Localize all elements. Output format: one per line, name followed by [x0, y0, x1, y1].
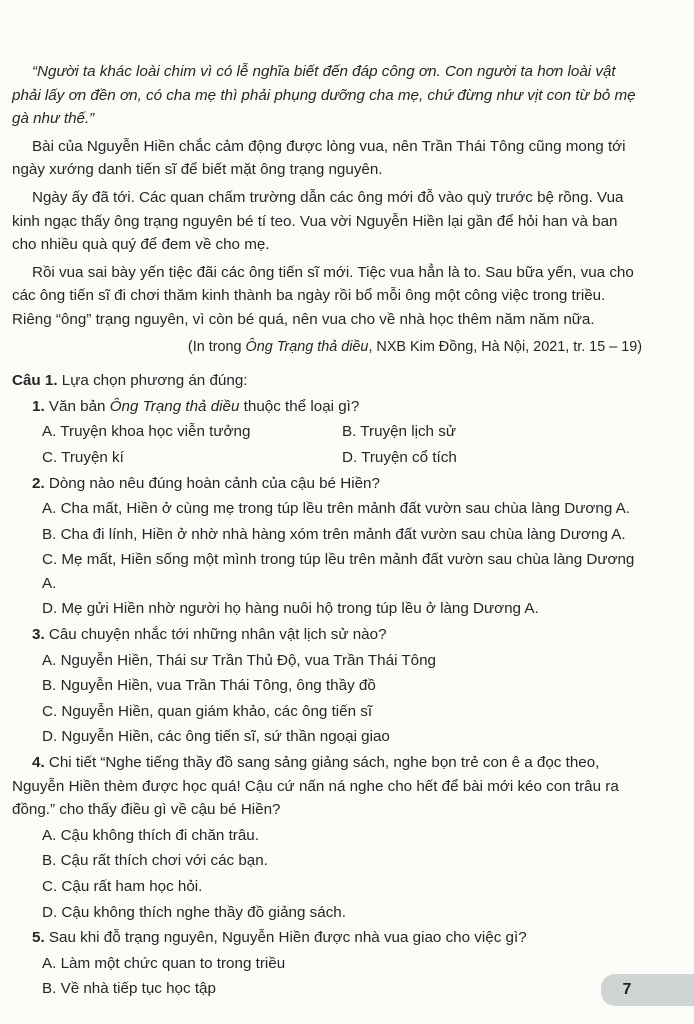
question-text: Câu chuyện nhắc tới những nhân vật lịch sử nào?: [44, 626, 387, 644]
question-number: 1.: [32, 397, 45, 415]
option-d[interactable]: D. Mẹ gửi Hiền nhờ người họ hàng nuôi hộ trong túp lều ở làng Dương A.: [42, 600, 539, 618]
options-row: [12, 446, 642, 470]
question-2: [12, 472, 642, 496]
page-content: [12, 60, 642, 1003]
option-d[interactable]: D. Cậu không thích nghe thầy đồ giảng sách.: [42, 903, 346, 921]
option-b[interactable]: B. Cha đi lính, Hiền ở nhờ nhà hàng xóm trên mảnh đất vườn sau chùa làng Dương A.: [42, 525, 626, 543]
section-heading: [12, 369, 642, 393]
option-c[interactable]: C. Truyện kí: [42, 448, 124, 466]
question-4: [12, 751, 642, 822]
source-prefix: (In trong: [187, 338, 246, 355]
option-c[interactable]: C. Cậu rất ham học hỏi.: [42, 878, 203, 895]
option-a[interactable]: A. Nguyễn Hiền, Thái sư Trần Thủ Độ, vua Trần Thái Tông: [42, 651, 437, 669]
option-a[interactable]: A. Làm một chức quan to trong triều: [42, 954, 286, 972]
passage-paragraph-3: Rồi vua sai bày yến tiệc đãi các ông tiến sĩ mới. Tiệc vua hẳn là to. Sau bữa yến, vua cho các ông tiến sĩ đi chơi thăm kinh thành ba ngày rồi bổ mỗi ông một công việc trong triều. Riêng “ông” trạng nguyên, vì còn bé quá, nên vua cho về nhà học thêm năm năm nữa.: [12, 263, 634, 328]
question-1: [12, 395, 642, 419]
passage-paragraph-2: Ngày ấy đã tới. Các quan chấm trường dẫn các ông mới đỗ vào quỳ trước bệ rồng. Vua kinh ngạc thấy ông trạng nguyên bé tí teo. Vua vời Nguyễn Hiền lại gần để hỏi han và ban cho nhiều quà quý để đem về cho mẹ.: [12, 188, 624, 254]
question-number: 2.: [32, 474, 45, 492]
question-number: 3.: [32, 626, 45, 644]
passage-quote: “Người ta khác loài chim vì có lễ nghĩa biết đến đáp công ơn. Con người ta hơn loài vật phải lấy ơn đền ơn, có cha mẹ thì phải phụng dưỡng cha mẹ, chứ đừng như vịt con từ bỏ mẹ gà như thế.”: [12, 63, 636, 128]
option-b[interactable]: B. Truyện lịch sử: [342, 423, 456, 441]
passage-source: [12, 336, 642, 360]
question-text: Sau khi đỗ trạng nguyên, Nguyễn Hiền được nhà vua giao cho việc gì?: [44, 929, 527, 947]
source-suffix: , NXB Kim Đồng, Hà Nội, 2021, tr. 15 – 19): [368, 338, 642, 355]
question-text: Văn bản: [44, 397, 110, 415]
section-label: Câu 1.: [12, 372, 58, 390]
option-a[interactable]: A. Truyện khoa học viễn tưởng: [42, 423, 251, 441]
question-text: thuộc thể loại gì?: [239, 397, 360, 415]
page-number-tab: [601, 974, 694, 1006]
source-title: Ông Trạng thả diều: [245, 338, 369, 355]
option-a[interactable]: A. Cậu không thích đi chăn trâu.: [42, 826, 259, 844]
option-d[interactable]: D. Nguyễn Hiền, các ông tiến sĩ, sứ thần ngoại giao: [42, 728, 390, 746]
option-b[interactable]: B. Nguyễn Hiền, vua Trần Thái Tông, ông thầy đồ: [42, 677, 376, 695]
question-5: [12, 926, 642, 950]
question-number: 4.: [32, 754, 45, 772]
passage-paragraph-1: Bài của Nguyễn Hiền chắc cảm động được lòng vua, nên Trần Thái Tông cũng mong tới ngày xướng danh tiến sĩ để biết mặt ông trạng nguyên.: [12, 137, 626, 179]
question-text: Dòng nào nêu đúng hoàn cảnh của cậu bé Hiền?: [44, 474, 380, 492]
option-d[interactable]: D. Truyện cổ tích: [342, 448, 457, 466]
section-text: Lựa chọn phương án đúng:: [57, 372, 248, 390]
question-3: [12, 623, 642, 647]
option-a[interactable]: A. Cha mất, Hiền ở cùng mẹ trong túp lều trên mảnh đất vườn sau chùa làng Dương A.: [42, 500, 630, 518]
option-b[interactable]: B. Cậu rất thích chơi với các bạn.: [42, 852, 268, 870]
page-number: 7: [622, 981, 632, 998]
question-number: 5.: [32, 929, 45, 947]
option-c[interactable]: C. Nguyễn Hiền, quan giám khảo, các ông tiến sĩ: [42, 702, 373, 720]
option-c[interactable]: C. Mẹ mất, Hiền sống một mình trong túp lều trên mảnh đất vườn sau chùa làng Dương A.: [42, 551, 635, 592]
option-b[interactable]: B. Về nhà tiếp tục học tập: [42, 980, 216, 998]
question-text: Chi tiết “Nghe tiếng thầy đồ sang sảng giảng sách, nghe bọn trẻ con ê a đọc theo, Nguyễn Hiền thèm được học quá! Cậu cứ nấn ná nghe cho hết để bài mới kéo con trâu ra đồng.” cho thấy điều gì về cậu bé Hiền?: [12, 754, 619, 819]
question-title: Ông Trạng thả diều: [109, 397, 240, 415]
options-row: [12, 420, 642, 444]
